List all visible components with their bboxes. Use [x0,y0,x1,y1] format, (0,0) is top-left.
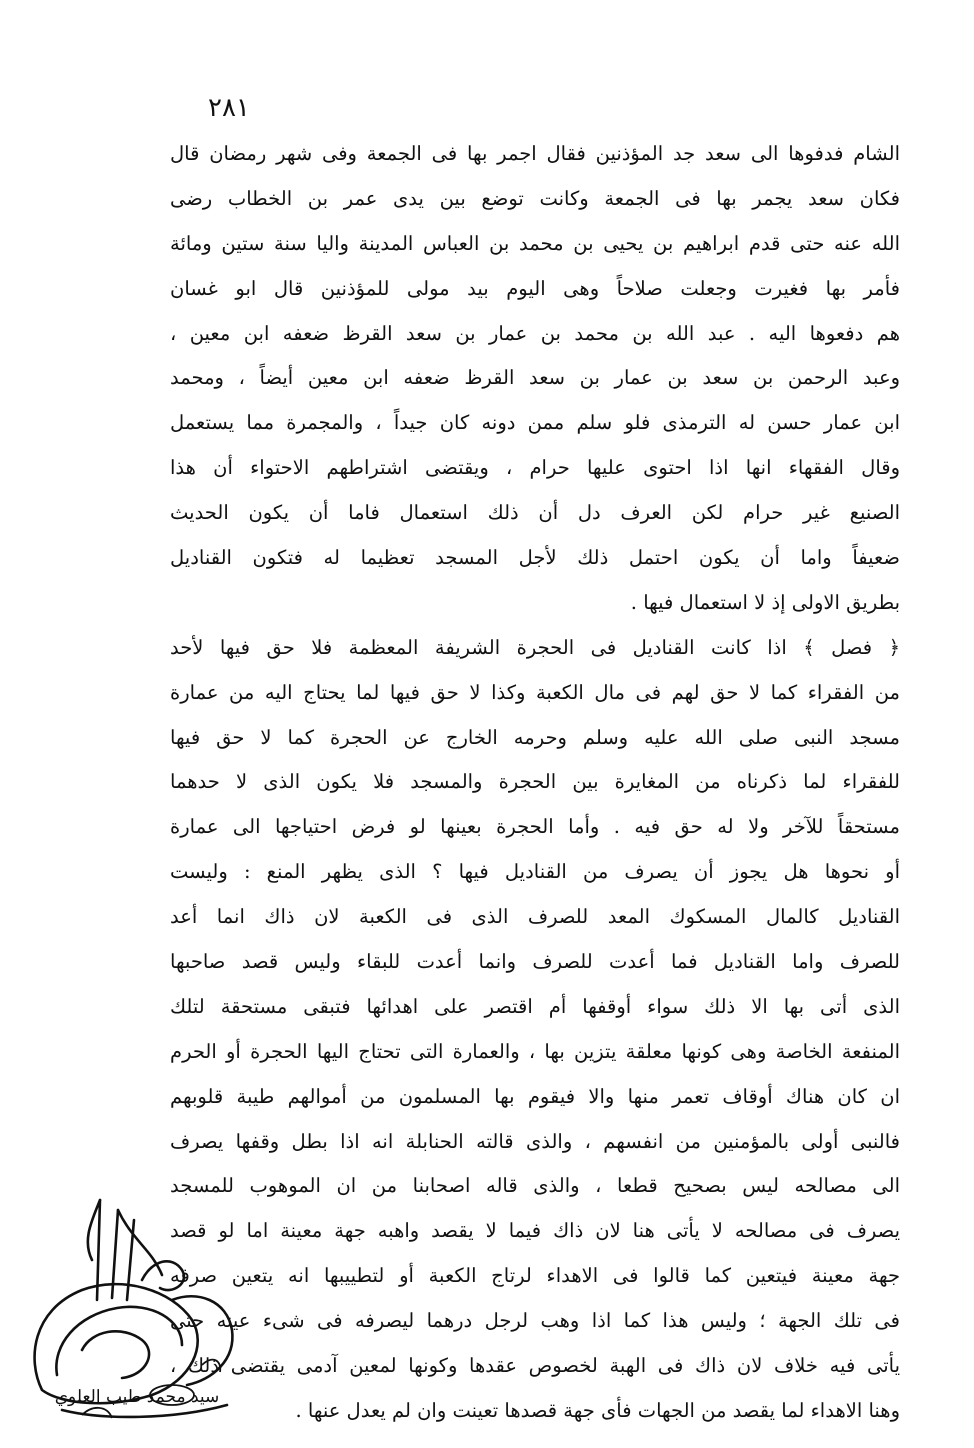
text-line: للصرف واما القناديل فما أعدت للصرف وانما أعدت للبقاء وليس قصد صاحبها [170,950,900,974]
text-line: بطريق الاولى إذ لا استعمال فيها . [630,590,900,614]
text-line: الى مصالحه ليس بصحيح قطعا ، والذى قاله اصحابنا من ان الموهوب للمسجد [170,1174,900,1198]
text-line: ان كان هناك أوقاف تعمر منها والا فيقوم بها المسلمون من أموالهم طيبة قلوبهم [170,1084,900,1108]
text-line: وهنا الاهداء لما يقصد من الجهات فأى جهة قصدها تعينت وان لم يعدل عنها . [295,1398,900,1422]
page-number: ٢٨١ [208,93,250,123]
text-line: هم دفعوها اليه . عبد الله بن محمد بن عمار بن سعد القرظ ضعفه ابن معين ، [170,321,900,345]
text-line: المنفعة الخاصة وهى كونها معلقة يتزين بها ، والعمارة التى تحتاج اليها الحجرة أو الحرم [170,1039,900,1063]
calligraphic-signature-icon [22,1180,252,1430]
signature-stamp [22,1180,252,1430]
text-line: الصنيع غير حرام لكن العرف دل أن ذلك استعمال فاما أن يكون الحديث [170,501,900,525]
text-line: جهة معينة فيتعين كما قالوا فى الاهداء لرتاج الكعبة أو لتطييبها انه يتعين صرفه [170,1264,900,1288]
text-line: يأتى فيه خلاف لان ذاك فى الهبة لخصوص عقدها وكونها لمعين آدمى يقتضى ذلك ، [170,1354,900,1378]
text-line: وقال الفقهاء انها اذا احتوى عليها حرام ، ويقتضى اشتراطهم الاحتواء أن هذا [170,456,900,480]
text-line: القناديل كالمال المسكوك المعد للصرف الذى فى الكعبة لان ذاك انما أعد [170,905,900,929]
text-line: ابن عمار حسن له الترمذى فلو سلم ممن دونه كان جيداً ، والمجمرة مما يستعمل [170,411,900,435]
text-line: ﴿ فصل ﴾ اذا كانت القناديل فى الحجرة الشريفة المعظمة فلا حق فيها لأحد [170,635,900,659]
text-line: الشام فدفوها الى سعد جد المؤذنين فقال اجمر بها فى الجمعة وفى شهر رمضان قال [170,142,900,165]
text-line: وعبد الرحمن بن سعد بن عمار بن سعد القرظ ضعفه ابن معين أيضاً ، ومحمد [170,366,900,390]
body-text [170,132,900,1434]
text-line: ضعيفاً واما أن يكون احتمل ذلك لأجل المسجد تعظيما له فتكون القناديل [170,546,900,570]
text-line: يصرف فى مصالحه لا يأتى هنا لان ذاك فيما لا يقصد واهبه جهة معينة اما لو قصد [170,1219,900,1243]
text-line: للفقراء لما ذكرناه من المغايرة بين الحجرة والمسجد فلا يكون الذى لا حدهما [170,770,900,794]
text-line: من الفقراء كما لا حق لهم فى مال الكعبة وكذا لا حق فيها لما يحتاج اليه من عمارة [170,680,900,704]
text-line: الله عنه حتى قدم ابراهيم بن يحيى بن محمد بن العباس المدينة واليا سنة ستين ومائة [170,231,900,255]
text-line: فى تلك الجهة ؛ وليس هذا كما اذا وهب لرجل درهما ليصرفه فى شىء عينه حتى [170,1309,900,1333]
text-line: فكان سعد يجمر بها فى الجمعة وكانت توضع بين يدى عمر بن الخطاب رضى [170,186,900,210]
stamp-text: سيد محمد طيب العلوي [54,1387,220,1407]
text-line: فأمر بها فغيرت وجعلت صلاحاً وهى اليوم بيد مولى للمؤذنين قال ابو غسان [170,276,900,300]
text-line: مستحقاً للآخر ولا له حق فيه . وأما الحجرة بعينها لو فرض احتياجها الى عمارة [170,815,900,839]
text-line: فالنبى أولى بالمؤمنين من انفسهم ، والذى قالته الحنابلة انه اذا بطل وقفها يصرف [170,1129,900,1153]
text-line: الذى أتى بها الا ذلك سواء أوقفها أم اقتصر على اهدائها فتبقى مستحقة لتلك [170,994,900,1018]
text-line: أو نحوها هل يجوز أن يصرف من القناديل فيها ؟ الذى يظهر المنع : وليست [170,860,900,884]
text-line: مسجد النبى صلى الله عليه وسلم وحرمه الخارج عن الحجرة كما لا حق فيها [170,725,900,749]
